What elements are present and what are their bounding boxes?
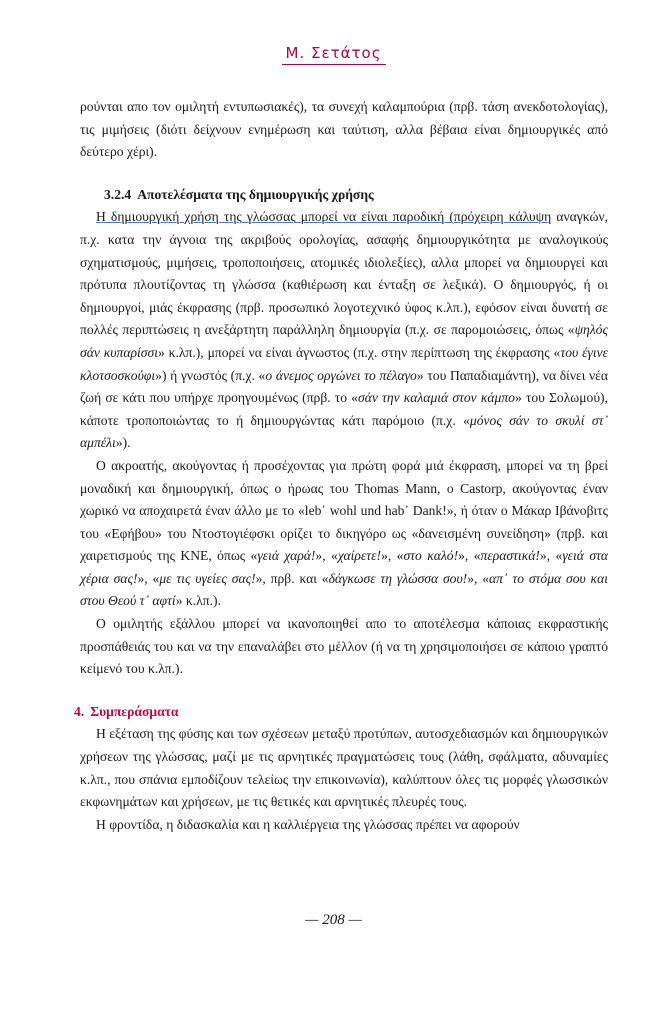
quoted-expression: ψηλός σάν κυπαρίσσι [80, 322, 608, 360]
page-number: — 208 — [305, 912, 362, 928]
quoted-expression: γειά χαρά! [257, 548, 316, 564]
running-title: Μ. Σετάτος [282, 44, 386, 65]
quoted-expression: του έγινε κλοτσοσκούφι [80, 344, 609, 383]
section-title: Συμπεράσματα [90, 703, 179, 719]
quoted-expression: χαίρετε! [337, 548, 382, 564]
section-3-2-4-paragraph-3: Ο ομιλητής εξάλλου μπορεί να ικανοποιηθεί απο το αποτέλεσμα κάποιας εκφραστικής προσπάθειάς του και να την επαναλάβει στο μέλλον (ή να τη χρησιμοποιήσει σε κάποιο γραπτό κείμενό του κ.λπ.). [80, 616, 608, 677]
intro-paragraph: ρούνται απο τον ομιλητή εντυπωσιακές), τα συνεχή καλαμπούρια (πρβ. τάση ανεκδοτολογίας), τις μιμήσεις (διότι δείχνουν ενημέρωση και ταύτιση, αλλα βέβαια είναι δημιουργικές από δεύτερο χέρι). [80, 99, 608, 160]
section-number: 3.2.4 [104, 186, 132, 202]
quoted-expression: σάν την καλαμιά στον κάμπο [357, 390, 515, 406]
section-3-2-4-paragraph-2: Ο ακροατής, ακούγοντας ή προσέχοντας για πρώτη φορά μιά έκφραση, μπορεί να τη βρεί μοναδική και δημιουργική, όπως ο ήρωας του Thomas Mann, ο Castorp, ακούγοντας έναν χωρικό να αποχαιρετά έναν άλλο με το «leb᾽ wohl und hab᾽ Dank!», ή όταν ο Μάκαρ Ιβάνοβιτς του «Εφήβου» του Ντοστογιέφσκι ορίζει το δικηγόρο ως «δανεισμένη συνείδηση» (πρβ. και χαιρετισμούς της ΚΝΕ, όπως «γειά χαρά!», «χαίρετε!», «στο καλό!», «περαστικά!», «γειά στα χέρια σας!», «με τις υγείες σας!», πρβ. και «δάγκωσε τη γλώσσα σου!», «απ᾽ το στόμα σου και στου Θεού τ᾽ αφτί» κ.λπ.). [80, 457, 609, 609]
quoted-expression: απ᾽ το στόμα σου και στου Θεού τ᾽ αφτί [80, 570, 608, 609]
quoted-expression: δάγκωσε τη γλώσσα σου! [328, 570, 468, 586]
running-header [0, 44, 667, 62]
quoted-expression: στο καλό! [403, 548, 459, 564]
section-4-paragraph-2: Η φροντίδα, η διδασκαλία και η καλλιέργεια της γλώσσας πρέπει να αφορούν [96, 816, 520, 832]
section-heading-4 [74, 701, 608, 724]
section-number: 4. [74, 703, 85, 719]
highlighted-text: Η δημιουργική χρήση της γλώσσας μπορεί να είναι παροδική (πρόχειρη κάλυψη [96, 209, 552, 225]
section-heading-3-2-4 [80, 184, 608, 207]
quoted-expression: μόνος σάν το σκυλί στ᾽ αμπέλι [80, 412, 609, 451]
quoted-expression: περαστικά! [480, 548, 540, 564]
quoted-expression: γειά στα χέρια σας! [80, 548, 609, 586]
quoted-expression: ο άνεμος οργώνει το πέλαγο [265, 367, 417, 383]
section-title: Αποτελέσματα της δημιουργικής χρήσης [137, 186, 374, 202]
page-body [74, 96, 609, 836]
quoted-expression: με τις υγείες σας! [159, 570, 256, 586]
section-4-paragraph-1: Η εξέταση της φύσης και των σχέσεων μεταξύ προτύπων, αυτοσχεδιασμών και δημιουργικών χρήσεων της γλώσσας, μαζί με τις αρνητικές πραγματώσεις τους (λάθη, σφάλματα, αδυναμίες κ.λπ., που σπάνια εμποδίζουν τελείως την επικοινωνία), καλύπτουν όλες τις μορφές γλωσσικών εκφωνημάτων και χρήσεων, με τις θετικές και αρνητικές πλευρές τους. [80, 726, 608, 810]
section-3-2-4-paragraph-1: Η δημιουργική χρήση της γλώσσας μπορεί να είναι παροδική (πρόχειρη κάλυψη αναγκών, π.χ. κατα την άγνοια της ακριβούς ορολογίας, ασαφής δημιουργικότητα με αναλογικούς σχηματισμούς, μιμήσεις, τροποποιήσεις, ατομικές ιδιολεξίες), αλλα μπορεί να δημιουργεί και πρότυπα πλουτίζοντας τη γλώσσα (καθιέρωση και ένταξη σε λεξικά). Ο δημιουργός, ή οι δημιουργοί, μιάς έκφρασης (πρβ. προσωπικό λογοτεχνικό ύφος κ.λπ.), εφόσον είναι δυνατή σε πολλές περιπτώσεις η ανεξάρτητη παράλληλη δημιουργία (π.χ. σε παρομοιώσεις, όπως «ψηλός σάν κυπαρίσσι» κ.λπ.), μπορεί να είναι άγνωστος (π.χ. στην περίπτωση της έκφρασης «του έγινε κλοτσοσκούφι») ή γνωστός (π.χ. «ο άνεμος οργώνει το πέλαγο» του Παπαδιαμάντη), να δίνει νέα ζωή σε κάτι που υπήρχε προηγουμένως (πρβ. το «σάν την καλαμιά στον κάμπο» του Σολωμού), κάποτε τροποποιώντας το ή δημιουργώντας κάτι παρόμοιο (π.χ. «μόνος σάν το σκυλί στ᾽ αμπέλι»). [80, 209, 609, 451]
